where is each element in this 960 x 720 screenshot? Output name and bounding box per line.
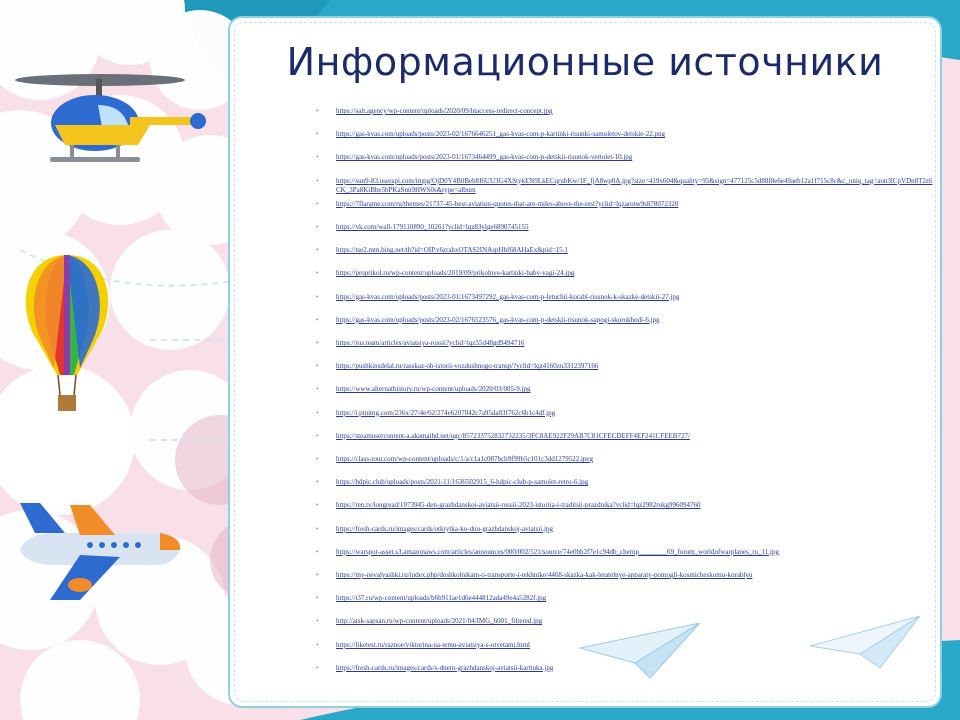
source-link[interactable]: http://atsk-sapsan.ru/wp-content/uploads/2021/04/IMG_6001_filtered.jpg [336, 617, 543, 626]
source-item [312, 177, 936, 195]
source-link[interactable]: https://vk.com/wall-179110890_10261?yclid=lqz83ylge6890745155 [336, 223, 529, 231]
content-card [228, 16, 942, 708]
source-item [312, 107, 936, 116]
source-item [312, 153, 936, 162]
source-item [312, 501, 936, 510]
source-item [312, 130, 936, 139]
source-link[interactable]: https://sun9-83.userapi.com/impg/OjD0Y4B0Beb8I6UU3G4XStykEN9LkECqrubKw/1F_fjA8wp0A.jpg?size=419x604&quality=95&sign=477125c5d88f8e6e49aeb12a1f715c8c&c_uniq_tag=aon3lCpVDn8T2z6CK_3Pa8KiBbe5bPKaSnn9HWS0s&type=album [336, 176, 933, 194]
source-item [312, 269, 936, 278]
source-link[interactable]: https://gas-kvas.com/uploads/posts/2023-01/1673497292_gas-kvas-com-p-letuchii-korabl-risunok-k-skazke-detskii-27.jpg [336, 292, 680, 301]
source-item [312, 478, 936, 487]
source-item [312, 525, 936, 534]
source-link[interactable]: https://salt.agency/wp-content/uploads/2020/09/htaccess-redirect-concept.jpg [336, 107, 553, 115]
source-link[interactable]: https://fresh-cards.ru/images/cards/s-dnem-grazhdanskoj-aviatsii-kartinka.jpg [336, 663, 554, 672]
source-item [312, 293, 936, 302]
source-link[interactable]: https://rus.team/articles/aviatsiya-rossii?yclid=lqz55d48gd9494716 [336, 339, 525, 347]
source-link[interactable]: https://7flarame.com/ru/themes/21737-45-best-aviation-quotes-that-are-miles-above-the-rest?yclid=lqzarotw9s878072320 [336, 199, 679, 208]
source-link[interactable]: https://proprikol.ru/wp-content/uploads/2019/09/prikolnye-kartinki-baby-yagi-24.jpg [336, 269, 575, 278]
source-item [312, 409, 936, 418]
source-link[interactable]: https://pushkinsdelal.ru/rasskaz-ob-istorii-vozdushnogo-transp/?yclid=lqz4160zu3312397166 [336, 362, 599, 371]
source-link[interactable]: https://ren.tv/longread/1073945-den-grazhdanskoi-aviatsii-rossii-2023-istoriia-i-traditsii-prazdnika?yclid=lqz2982rukg996094760 [336, 501, 701, 510]
paper-plane-icon [580, 623, 700, 683]
page-title: Информационные источники [286, 40, 884, 84]
source-item [312, 362, 936, 371]
source-link[interactable]: https://tse2.mm.bing.net/th?id=OIP.v6zrabxOTAS2INAspHbf68AHaEx&pid=15.1 [336, 246, 568, 255]
source-link[interactable]: https://hdpic.club/uploads/posts/2021-11/1636502915_6-hdpic-club-p-samolet-retro-6.jpg [336, 478, 589, 487]
source-link[interactable]: https://liketest.ru/raznoe/viktorina-na-temu-aviatsiya-s-otvetami.html [336, 640, 531, 649]
paper-plane-icon [810, 616, 920, 676]
source-link[interactable]: https://gas-kvas.com/uploads/posts/2023-01/1673464499_gas-kvas-com-p-detskii-risunok-vertolet-10.jpg [336, 153, 633, 162]
source-item [312, 200, 936, 209]
hot-air-balloon-icon [12, 250, 122, 420]
source-item [312, 316, 936, 325]
source-link[interactable]: https://my-nevalyashki.ru/index.php/doshkolnikam-o-transporte-i-tekhnike/4468-skazka-kak-letatelnye-apparaty-pomogli-kosmicheskomu-korablyu [336, 571, 753, 579]
source-link[interactable]: https://t37.ru/wp-content/uploads/b6b911ae1d6e444812ada49e4a5282f.jpg [336, 594, 547, 603]
source-link[interactable]: https://fresh-cards.ru/images/cards/otkrytka-ko-dnu-grazhdanskoj-aviatsii.jpg [336, 524, 553, 533]
source-link[interactable]: https://www.alternathistory.ru/wp-content/uploads/2020/03/005-9.jpg [336, 385, 531, 394]
source-link[interactable]: https://warspot-asset.s3.amazonaws.com/articles/announces/000/002/521/source/74e0bb2f7e1c94db_chernp________69_forum_worldofwarplanes_ru_11.jpg [336, 547, 779, 556]
source-link[interactable]: https://class-tour.com/wp-content/uploads/c/1/a/c1a1c087bcb9f99b5c101c3dd1279522.jpeg [336, 455, 594, 463]
source-link[interactable]: https://gas-kvas.com/uploads/posts/2023-02/1676523576_gas-kvas-com-p-detskii-risunok-sapogi-skorokhodi-6.jpg [336, 315, 660, 324]
helicopter-icon [10, 65, 210, 195]
source-item [312, 223, 936, 232]
source-item [312, 246, 936, 255]
source-link[interactable]: https://steamusercontent-a.akamaihd.net/ugc/857233752832732235/3FC8AE922F29AB7C81CFECDEFF4EF241CFEEB727/ [336, 431, 690, 440]
source-item [312, 432, 936, 441]
airplane-icon [10, 495, 185, 605]
source-link[interactable]: https://i.pinimg.com/236x/27/4e/62/274e6207042c7a95da83f762c6b1c4df.jpg [336, 408, 556, 417]
source-item [312, 455, 936, 464]
source-item [312, 385, 936, 394]
source-item [312, 571, 936, 580]
source-item [312, 339, 936, 348]
source-link[interactable]: https://gas-kvas.com/uploads/posts/2023-02/1676646251_gas-kvas-com-p-kartinki-risunki-samoletov-detskie-22.png [336, 130, 665, 139]
source-item [312, 594, 936, 603]
source-item [312, 548, 936, 557]
